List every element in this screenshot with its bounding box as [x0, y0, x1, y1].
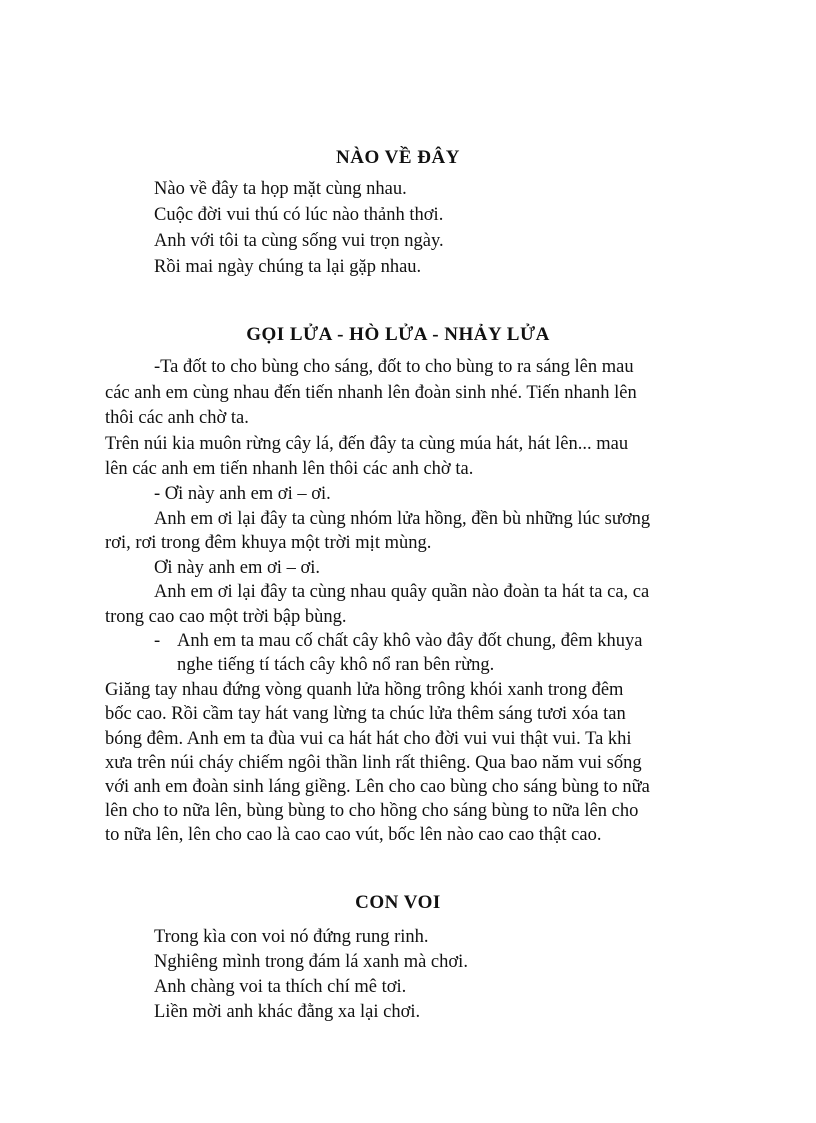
lyric-line: Liền mời anh khác đằng xa lại chơi. — [154, 1002, 421, 1022]
lyric-line: xưa trên núi cháy chiếm ngôi thần linh rất thiêng. Qua bao năm vui sống — [105, 753, 642, 773]
lyric-line: Nào về đây ta họp mặt cùng nhau. — [154, 179, 407, 199]
lyric-line: -Ta đốt to cho bùng cho sáng, đốt to cho bùng to ra sáng lên mau — [154, 357, 634, 377]
lyric-line: lên các anh em tiến nhanh lên thôi các anh chờ ta. — [105, 459, 474, 479]
lyric-line: Anh chàng voi ta thích chí mê tơi. — [154, 977, 407, 997]
lyric-line: Trên núi kia muôn rừng cây lá, đến đây ta cùng múa hát, hát lên... mau — [105, 434, 629, 454]
lyric-line: trong cao cao một trời bập bùng. — [105, 607, 347, 627]
lyric-line: Anh em ta mau cố chất cây khô vào đây đốt chung, đêm khuya — [177, 631, 643, 651]
lyric-line: to nữa lên, lên cho cao là cao cao vút, bốc lên nào cao cao thật cao. — [105, 825, 602, 845]
song-title-con-voi: CON VOI — [355, 892, 441, 913]
lyric-line: Rồi mai ngày chúng ta lại gặp nhau. — [154, 257, 422, 277]
lyric-line: với anh em đoàn sinh láng giềng. Lên cho cao bùng cho sáng bùng to nữa — [105, 777, 650, 797]
lyric-line: Ơi này anh em ơi – ơi. — [154, 558, 320, 578]
lyric-line: bốc cao. Rồi cầm tay hát vang lừng ta chúc lửa thêm sáng tươi xóa tan — [105, 704, 626, 724]
song-title-goi-lua: GỌI LỬA - HÒ LỬA - NHẢY LỬA — [246, 324, 550, 345]
lyric-line: Cuộc đời vui thú có lúc nào thảnh thơi. — [154, 205, 444, 225]
lyric-line: thôi các anh chờ ta. — [105, 408, 249, 428]
lyric-line: rơi, rơi trong đêm khuya một trời mịt mùng. — [105, 533, 432, 553]
lyric-line: Anh với tôi ta cùng sống vui trọn ngày. — [154, 231, 444, 251]
lyric-line: Anh em ơi lại đây ta cùng nhóm lửa hồng, đền bù những lúc sương — [154, 509, 651, 529]
lyric-line: nghe tiếng tí tách cây khô nổ ran bên rừng. — [177, 655, 495, 675]
lyric-line: bóng đêm. Anh em ta đùa vui ca hát hát cho đời vui vui thật vui. Ta khi — [105, 729, 632, 749]
lyric-line: - Ơi này anh em ơi – ơi. — [154, 484, 331, 504]
lyric-line: Giăng tay nhau đứng vòng quanh lửa hồng trông khói xanh trong đêm — [105, 680, 624, 700]
lyric-line: lên cho to nữa lên, bùng bùng to cho hồng cho sáng bùng to nữa lên cho — [105, 801, 639, 821]
lyric-line: Nghiêng mình trong đám lá xanh mà chơi. — [154, 952, 468, 972]
lyric-line: Trong kìa con voi nó đứng rung rinh. — [154, 927, 429, 947]
lyric-line: các anh em cùng nhau đến tiến nhanh lên đoàn sinh nhé. Tiến nhanh lên — [105, 383, 637, 403]
lyric-line: Anh em ơi lại đây ta cùng nhau quây quần nào đoàn ta hát ta ca, ca — [154, 582, 650, 602]
list-dash: - — [154, 631, 161, 651]
song-title-nao-ve-day: NÀO VỀ ĐÂY — [336, 147, 460, 168]
